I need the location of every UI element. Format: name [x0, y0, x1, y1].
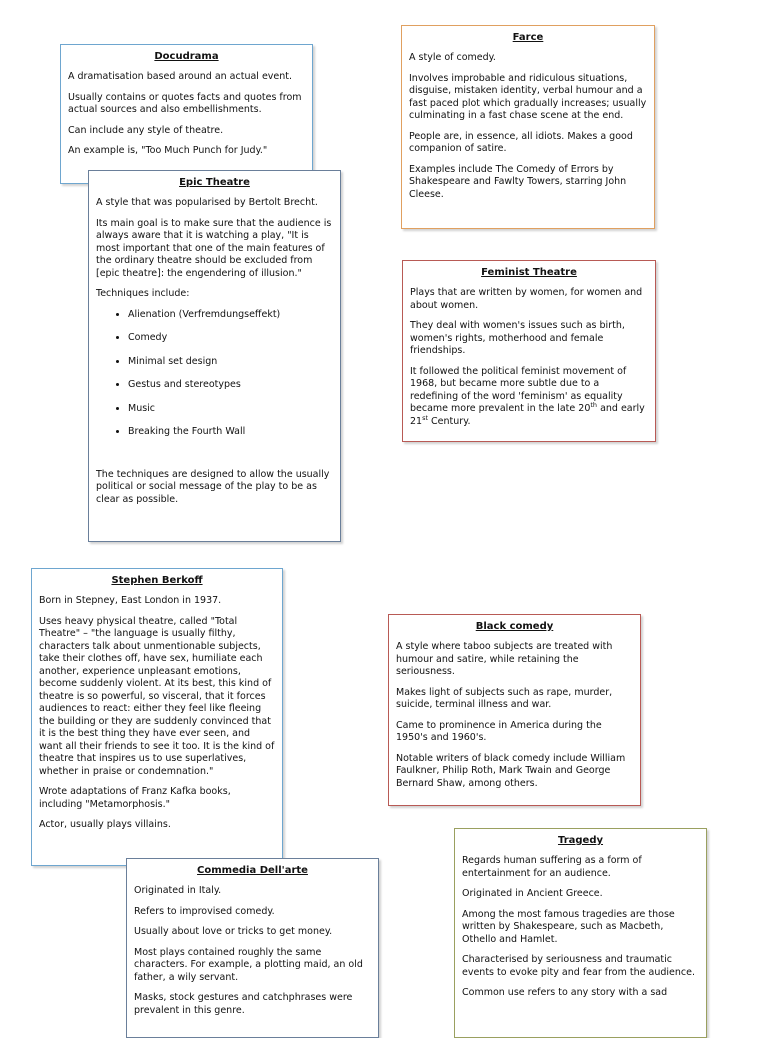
card-text: An example is, "Too Much Punch for Judy." — [68, 145, 268, 156]
card-text: Can include any style of theatre. — [68, 124, 224, 136]
card-text: Makes light of subjects such as rape, murder, suicide, terminal illness and war. — [396, 686, 613, 710]
card-title: Docudrama — [154, 51, 219, 62]
card-title: Stephen Berkoff — [111, 575, 203, 586]
card-text: Among the most famous tragedies are those written by Shakespeare, such as Macbeth, Othello and Hamlet. — [462, 908, 675, 945]
card-docudrama — [60, 44, 313, 184]
card-text: Originated in Ancient Greece. — [462, 888, 603, 899]
list-item: • Music — [128, 403, 333, 416]
card-text: A dramatisation based around an actual event. — [68, 71, 293, 82]
card-text: A style of comedy. — [409, 52, 496, 63]
card-text: Usually about love or tricks to get money. — [134, 926, 333, 937]
card-feminist-theatre — [402, 260, 656, 442]
superscript: th — [590, 400, 598, 409]
text-run: It followed the political feminist movement of 1968, but became more subtle due to a redefining of the word 'feminism' as equality became more prevalent in the late 20 — [410, 365, 627, 414]
card-title: Farce — [512, 32, 544, 43]
card-title: Commedia Dell'arte — [197, 865, 308, 876]
card-title: Black comedy — [475, 621, 554, 632]
card-text: Usually contains or quotes facts and quotes from actual sources and also embellishments. — [68, 91, 302, 115]
card-title: Feminist Theatre — [481, 267, 577, 278]
card-tragedy — [454, 828, 707, 1038]
card-text: Originated in Italy. — [134, 885, 222, 896]
card-text: A style where taboo subjects are treated with humour and satire, while retaining the seriousness. — [396, 641, 613, 677]
list-item: • Alienation (Verfremdungseffekt) — [128, 309, 333, 322]
card-text: Came to prominence in America during the 1950's and 1960's. — [396, 719, 602, 743]
card-text: A style that was popularised by Bertolt Brecht. — [96, 197, 318, 208]
card-text: Most plays contained roughly the same characters. For example, a plotting maid, an old father, a wily servant. — [134, 946, 363, 983]
card-text: Born in Stepney, East London in 1937. — [39, 595, 222, 606]
card-black-comedy — [388, 614, 641, 806]
list-item: • Comedy — [128, 332, 333, 345]
list-item: • Breaking the Fourth Wall — [128, 426, 333, 439]
card-text: Refers to improvised comedy. — [134, 905, 275, 917]
card-text: People are, in essence, all idiots. Makes a good companion of satire. — [409, 130, 633, 154]
card-title: Tragedy — [557, 835, 604, 846]
card-title: Epic Theatre — [179, 177, 250, 188]
card-text: Plays that are written by women, for women and about women. — [410, 287, 643, 311]
text-run: Century. — [428, 415, 471, 427]
card-text: Masks, stock gestures and catchphrases were prevalent in this genre. — [134, 992, 353, 1016]
techniques-list — [96, 309, 333, 439]
card-text: Wrote adaptations of Franz Kafka books, including "Metamorphosis." — [39, 786, 231, 810]
list-item: • Minimal set design — [128, 356, 333, 369]
card-commedia-dellarte — [126, 858, 379, 1038]
card-farce — [401, 25, 655, 229]
card-text — [410, 366, 648, 429]
card-stephen-berkoff — [31, 568, 283, 866]
card-text: Involves improbable and ridiculous situations, disguise, mistaken identity, verbal humour and a fast paced plot which gradually increases; usually culminating in a fast chase scene at the end. — [409, 72, 647, 121]
card-text: Actor, usually plays villains. — [39, 819, 171, 830]
card-text: They deal with women's issues such as birth, women's rights, motherhood and female friendships. — [410, 320, 625, 356]
card-text: Regards human suffering as a form of entertainment for an audience. — [462, 855, 642, 879]
text-run: and early 21 — [410, 403, 645, 427]
card-text: The techniques are designed to allow the usually political or social message of the play to be as clear as possible. — [96, 468, 330, 505]
card-text: Examples include The Comedy of Errors by Shakespeare and Fawlty Towers, starring John Cleese. — [409, 163, 627, 200]
superscript: st — [422, 413, 429, 422]
card-text: Techniques include: — [96, 288, 190, 299]
card-text: Common use refers to any story with a sad — [462, 987, 668, 998]
card-epic-theatre — [88, 170, 341, 542]
card-text: Uses heavy physical theatre, called "Total Theatre" – "the language is usually filthy, characters talk about unmentionable subjects, take their clothes off, have sex, humiliate each another, experience unpleasant emotions, become suddenly violent. At its best, this kind of theatre is so powerful, so visceral, that it forces audiences to react: either they feel like fleeing the building or they are suddenly convinced that it is the best thing they have ever seen, and want all their friends to see it too. It is the kind of theatre that inspires us to use superlatives, whether in praise or condemnation." — [39, 615, 275, 777]
list-item: • Gestus and stereotypes — [128, 379, 333, 392]
card-text: Notable writers of black comedy include William Faulkner, Philip Roth, Mark Twain and George Bernard Shaw, among others. — [396, 752, 626, 789]
card-text: Characterised by seriousness and traumatic events to evoke pity and fear from the audience. — [462, 954, 695, 978]
card-text: Its main goal is to make sure that the audience is always aware that it is watching a play, "It is most important that one of the main features of the ordinary theatre should be excluded from [epic theatre]: the engendering of illusion." — [96, 217, 332, 279]
